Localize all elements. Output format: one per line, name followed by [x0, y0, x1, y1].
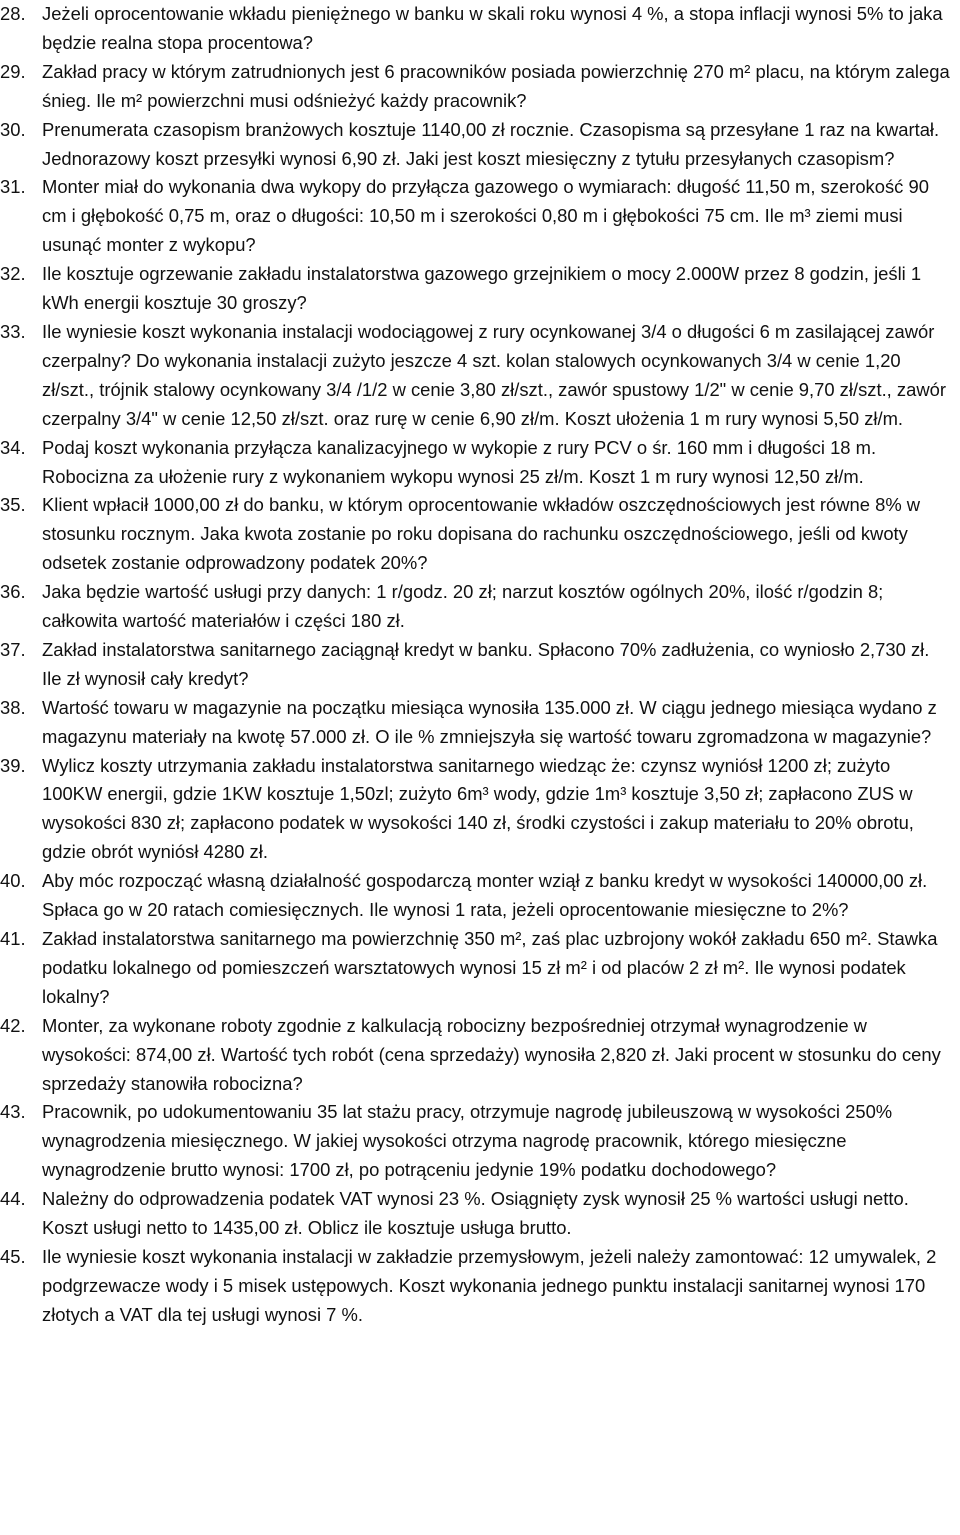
problem-text: Pracownik, po udokumentowaniu 35 lat stażu pracy, otrzymuje nagrodę jubileuszową w wysokości 250% wynagrodzenia miesięcznego. W jakiej wysokości otrzyma nagrodę pracownik, którego miesięczne wynagrodzenie brutto wynosi: 1700 zł, po potrąceniu jedynie 19% podatku dochodowego? [42, 1101, 893, 1181]
problem-item [0, 694, 952, 752]
problem-number: 34. [0, 436, 26, 458]
problem-number: 45. [0, 1245, 26, 1267]
problem-text: Monter miał do wykonania dwa wykopy do przyłącza gazowego o wymiarach: długość 11,50 m, szerokość 90 cm i głębokość 0,75 m, oraz o długości: 10,50 m i szerokości 0,80 m i głębokości 75 cm. Ile m³ ziemi musi usunąć monter z wykopu? [42, 176, 929, 256]
problem-item [0, 318, 952, 434]
problem-number: 40. [0, 870, 26, 892]
problem-text: Aby móc rozpocząć własną działalność gospodarczą monter wziął z banku kredyt w wysokości 140000,00 zł. Spłaca go w 20 ratach comiesięcznych. Ile wynosi 1 rata, jeżeli oprocentowanie miesięczne to 2%? [42, 870, 928, 921]
problem-text: Podaj koszt wykonania przyłącza kanalizacyjnego w wykopie z rury PCV o śr. 160 mm i długości 18 m. Robocizna za ułożenie rury z wykonaniem wykopu wynosi 25 zł/m. Koszt 1 m rury wynosi 12,50 zł/m. [42, 436, 877, 487]
problem-item [0, 434, 952, 492]
problem-text: Monter, za wykonane roboty zgodnie z kalkulacją robocizny bezpośredniej otrzymał wynagrodzenie w wysokości: 874,00 zł. Wartość tych robót (cena sprzedaży) wynosiła 2,820 zł. Jaki procent w stosunku do ceny sprzedaży stanowiła robocizna? [42, 1014, 941, 1094]
problem-item [0, 752, 952, 868]
problem-item [0, 867, 952, 925]
problem-number: 44. [0, 1188, 26, 1210]
problem-number: 43. [0, 1101, 26, 1123]
problem-number: 38. [0, 696, 26, 718]
problem-item [0, 260, 952, 318]
problem-item [0, 1012, 952, 1099]
problem-item [0, 0, 952, 58]
problem-item [0, 1243, 952, 1330]
problem-text: Należny do odprowadzenia podatek VAT wynosi 23 %. Osiągnięty zysk wynosił 25 % wartości usługi netto. Koszt usługi netto to 1435,00 zł. Oblicz ile kosztuje usługa brutto. [42, 1188, 909, 1239]
problem-text: Ile kosztuje ogrzewanie zakładu instalatorstwa gazowego grzejnikiem o mocy 2.000W przez 8 godzin, jeśli 1 kWh energii kosztuje 30 groszy? [42, 263, 922, 314]
problem-text: Jaka będzie wartość usługi przy danych: 1 r/godz. 20 zł; narzut kosztów ogólnych 20%, ilość r/godzin 8; całkowita wartość materiałów i części 180 zł. [42, 581, 884, 632]
problem-text: Zakład instalatorstwa sanitarnego zaciągnął kredyt w banku. Spłacono 70% zadłużenia, co wyniosło 2,730 zł. Ile zł wynosił cały kredyt? [42, 638, 930, 689]
problem-text: Zakład instalatorstwa sanitarnego ma powierzchnię 350 m², zaś plac uzbrojony wokół zakładu 650 m². Stawka podatku lokalnego od pomieszczeń warsztatowych wynosi 15 zł m² i od placów 2 zł m². Ile wynosi podatek lokalny? [42, 928, 938, 1007]
problem-item [0, 1098, 952, 1185]
problem-number: 28. [0, 3, 26, 24]
problem-text: Klient wpłacił 1000,00 zł do banku, w którym oprocentowanie wkładów oszczędnościowych jest równe 8% w stosunku rocznym. Jaka kwota zostanie po roku dopisana do rachunku oszczędnościowego, jeśli od kwoty odsetek zostanie odprowadzony podatek 20%? [42, 494, 921, 574]
problem-text: Ile wyniesie koszt wykonania instalacji wodociągowej z rury ocynkowanej 3/4 o długości 6 m zasilającej zawór czerpalny? Do wykonania instalacji zużyto jeszcze 4 szt. kolan stalowych ocynkowanych 3/4 w cenie 1,20 zł/szt., trójnik stalowy ocynkowany 3/4 /1/2 w cenie 3,80 zł/szt., zawór spustowy 1/2" w cenie 9,70 zł/szt., zawór czerpalny 3/4" w cenie 12,50 zł/szt. oraz rurę w cenie 6,90 zł/m. Koszt ułożenia 1 m rury wynosi 5,50 zł/m. [42, 320, 946, 429]
problem-item [0, 1185, 952, 1243]
problem-item [0, 58, 952, 116]
problem-text: Jeżeli oprocentowanie wkładu pieniężnego w banku w skali roku wynosi 4 %, a stopa inflacji wynosi 5% to jaka będzie realna stopa procentowa? [42, 3, 943, 53]
problem-number: 32. [0, 263, 26, 285]
problem-number: 30. [0, 118, 26, 140]
problem-number: 37. [0, 638, 26, 660]
problem-item [0, 491, 952, 578]
problem-number: 41. [0, 928, 26, 949]
problem-number: 35. [0, 494, 26, 516]
problem-text: Zakład pracy w którym zatrudnionych jest 6 pracowników posiada powierzchnię 270 m² placu, na którym zalega śnieg. Ile m² powierzchni musi odśnieżyć każdy pracownik? [42, 60, 950, 111]
problem-number: 29. [0, 60, 26, 82]
problem-item [0, 925, 952, 1012]
problem-text: Ile wyniesie koszt wykonania instalacji w zakładzie przemysłowym, jeżeli należy zamontować: 12 umywalek, 2 podgrzewacze wody i 5 misek ustępowych. Koszt wykonania jednego punktu instalacji sanitarnej wynosi 170 złotych a VAT dla tej usługi wynosi 7 %. [42, 1245, 937, 1325]
problem-number: 31. [0, 176, 26, 198]
problem-item [0, 636, 952, 694]
problem-text: Prenumerata czasopism branżowych kosztuje 1140,00 zł rocznie. Czasopisma są przesyłane 1 raz na kwartał. Jednorazowy koszt przesyłki wynosi 6,90 zł. Jaki jest koszt miesięczny z tytułu przesyłanych czasopism? [42, 118, 940, 169]
problem-number: 36. [0, 581, 26, 603]
problem-text: Wylicz koszty utrzymania zakładu instalatorstwa sanitarnego wiedząc że: czynsz wyniósł 1200 zł; zużyto 100KW energii, gdzie 1KW kosztuje 1,50zl; zużyto 6m³ wody, gdzie 1m³ kosztuje 3,50 zł; zapłacono ZUS w wysokości 830 zł; zapłacono podatek w wysokości 140 zł, środki czystości i zakup materiału to 20% obrotu, gdzie obrót wyniósł 4280 zł. [42, 754, 914, 863]
problem-number: 33. [0, 320, 26, 342]
problem-text: Wartość towaru w magazynie na początku miesiąca wynosiła 135.000 zł. W ciągu jednego miesiąca wydano z magazynu materiały na kwotę 57.000 zł. O ile % zmniejszyła się wartość towaru zgromadzona w magazynie? [42, 696, 937, 747]
problem-item [0, 116, 952, 174]
problem-number: 42. [0, 1014, 26, 1036]
problem-item [0, 578, 952, 636]
problem-number: 39. [0, 754, 26, 776]
problem-item [0, 173, 952, 260]
